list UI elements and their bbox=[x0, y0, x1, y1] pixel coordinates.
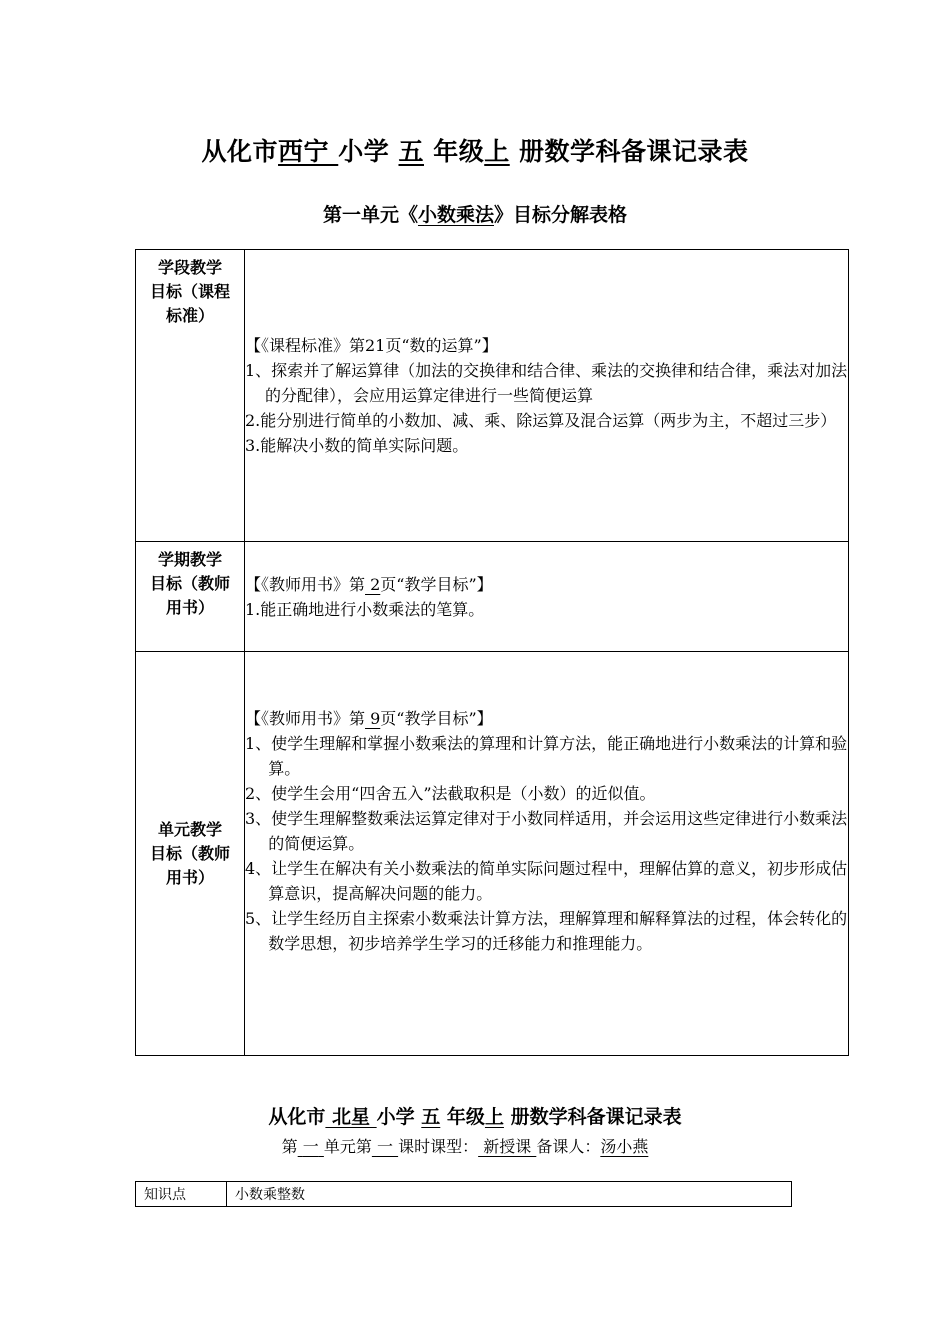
table-row-unit bbox=[136, 652, 849, 1056]
source-reference: 【《教师用书》第 9页“教学目标”】 bbox=[245, 709, 493, 728]
goal-item: 1、使学生理解和掌握小数乘法的算理和计算方法，能正确地进行小数乘法的计算和验算。 bbox=[245, 734, 848, 778]
title-suffix: 册数学科备课记录表 bbox=[518, 137, 749, 166]
subtitle-unit-name: 小数乘法 bbox=[417, 204, 494, 226]
source-reference: 【《教师用书》第 2页“教学目标”】 bbox=[245, 574, 493, 594]
subtitle-suffix: 》目标分解表格 bbox=[494, 204, 628, 226]
goal-item: 3.能解决小数的简单实际问题。 bbox=[245, 436, 469, 455]
record-title: 从化市 北星 小学 五 年级上 册数学科备课记录表 bbox=[268, 1106, 682, 1128]
title-term: 上 bbox=[484, 137, 510, 166]
table-row-term bbox=[136, 542, 849, 652]
goal-item: 1.能正确地进行小数乘法的笔算。 bbox=[245, 599, 485, 619]
title-grade: 五 bbox=[398, 137, 424, 166]
unit-subtitle bbox=[0, 200, 950, 227]
row-label: 学期教学 目标（教师 用书） bbox=[136, 542, 245, 652]
lesson-info: 第 一 单元第 一 课时课型： 新授课 备课人：汤小燕 bbox=[281, 1137, 649, 1156]
goals-table bbox=[135, 249, 849, 1056]
row-content bbox=[245, 250, 849, 542]
knowledge-value: 小数乘整数 bbox=[227, 1182, 792, 1207]
goal-item: 2、使学生会用“四舍五入”法截取积是（小数）的近似值。 bbox=[245, 784, 656, 803]
title-school-suffix: 小学 bbox=[338, 137, 390, 166]
row-label: 学段教学 目标（课程 标准） bbox=[136, 250, 245, 542]
record-school: 北星 bbox=[325, 1106, 377, 1128]
goal-item: 3、使学生理解整数乘法运算定律对于小数同样适用，并会运用这些定律进行小数乘法的简便运算。 bbox=[245, 809, 848, 853]
table-row-curriculum bbox=[136, 250, 849, 542]
document-title bbox=[0, 132, 950, 168]
lesson-type: 新授课 bbox=[478, 1137, 537, 1156]
goal-item: 2.能分别进行简单的小数加、减、乘、除运算及混合运算（两步为主，不超过三步） bbox=[245, 411, 837, 430]
row-content bbox=[245, 652, 849, 1056]
lesson-unit: 一 bbox=[302, 1137, 319, 1156]
title-school: 西宁 bbox=[278, 137, 339, 166]
table-row bbox=[136, 1182, 792, 1207]
lesson-number: 一 bbox=[376, 1137, 393, 1156]
subtitle-prefix: 第一单元《 bbox=[322, 204, 418, 226]
knowledge-label: 知识点 bbox=[136, 1182, 227, 1207]
goal-item: 5、让学生经历自主探索小数乘法计算方法，理解算理和解释算法的过程，体会转化的数学思想，初步培养学生学习的迁移能力和推理能力。 bbox=[245, 909, 848, 953]
title-city: 从化市 bbox=[201, 137, 279, 166]
goal-item: 1、探索并了解运算律（加法的交换律和结合律、乘法的交换律和结合律，乘法对加法的分配律），会应用运算定律进行一些简便运算 bbox=[245, 361, 848, 405]
row-label: 单元教学 目标（教师 用书） bbox=[136, 652, 245, 1056]
title-grade-suffix: 年级 bbox=[433, 137, 485, 166]
lesson-teacher: 汤小燕 bbox=[600, 1137, 649, 1156]
source-reference: 【《课程标准》第21页“数的运算”】 bbox=[245, 336, 498, 355]
goal-item: 4、让学生在解决有关小数乘法的简单实际问题过程中，理解估算的意义，初步形成估算意识，提高解决问题的能力。 bbox=[245, 859, 848, 903]
knowledge-table bbox=[135, 1181, 792, 1207]
row-content bbox=[245, 542, 849, 652]
